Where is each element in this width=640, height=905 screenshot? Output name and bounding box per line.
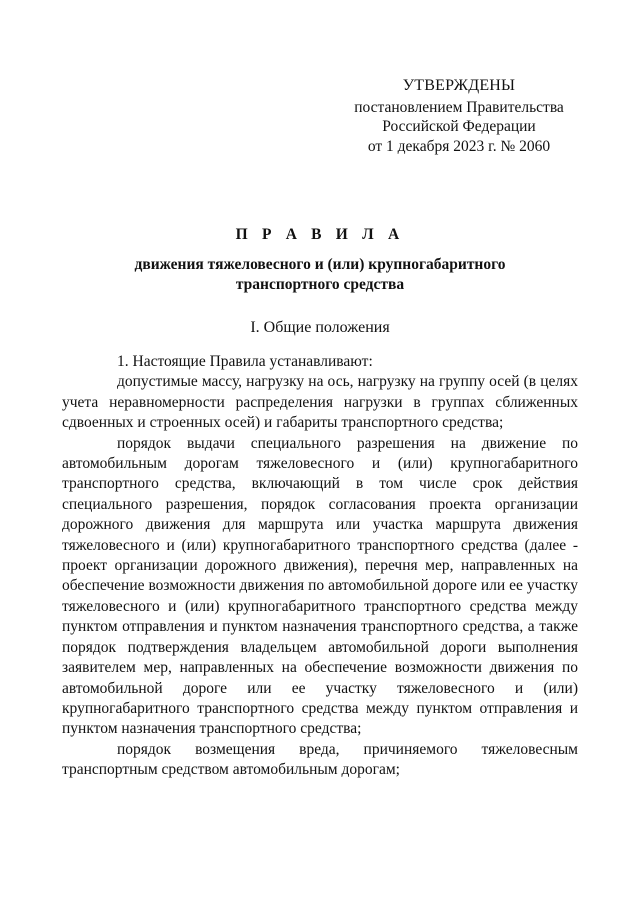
section-heading: I. Общие положения: [250, 319, 390, 336]
paragraph-permissible-mass: допустимые массу, нагрузку на ось, нагрузку на группу осей (в целях учета неравномерности распределения нагрузки в группах сближенных сдвоенных и строенных осей) и габариты транспортного средства;: [62, 373, 578, 432]
approval-line-resolution: постановлением Правительства: [354, 98, 564, 116]
approval-stamp: [340, 76, 578, 156]
paragraph-damage-compensation: порядок возмещения вреда, причиняемого тяжеловесным транспортным средством автомобильным дорогам;: [62, 740, 578, 779]
document-body: [62, 352, 578, 781]
document-subtitle-line-1: движения тяжеловесного и (или) крупногабаритного: [134, 256, 506, 273]
paragraph-intro: 1. Настоящие Правила устанавливают:: [117, 353, 373, 370]
approval-line-government: Российской Федерации: [382, 118, 536, 135]
document-title: П Р А В И Л А: [235, 226, 405, 243]
document-title-block: [60, 225, 580, 294]
approval-line-date: от 1 декабря 2023 г. № 2060: [367, 137, 551, 155]
approval-heading: УТВЕРЖДЕНЫ: [402, 77, 516, 94]
document-subtitle-line-2: транспортного средства: [235, 275, 405, 293]
paragraph-special-permit: порядок выдачи специального разрешения на движение по автомобильным дорогам тяжеловесного и (или) крупногабаритного транспортного средства, включающий в том числе срок действия специального разрешения, порядок согласования проекта организации дорожного движения для маршрута или участка маршрута движения тяжеловесного и (или) крупногабаритного транспортного средства (далее - проект организации дорожного движения), перечня мер, направленных на обеспечение возможности движения по автомобильной дороге или ее участку тяжеловесного и (или) крупногабаритного транспортного средства между пунктом отправления и пунктом назначения транспортного средства, а также порядок подтверждения владельцем автомобильной дороги выполнения заявителем мер, направленных на обеспечение возможности движения по автомобильной дороге или ее участку тяжеловесного и (или) крупногабаритного транспортного средства между пунктом отправления и пунктом назначения транспортного средства;: [62, 434, 578, 738]
